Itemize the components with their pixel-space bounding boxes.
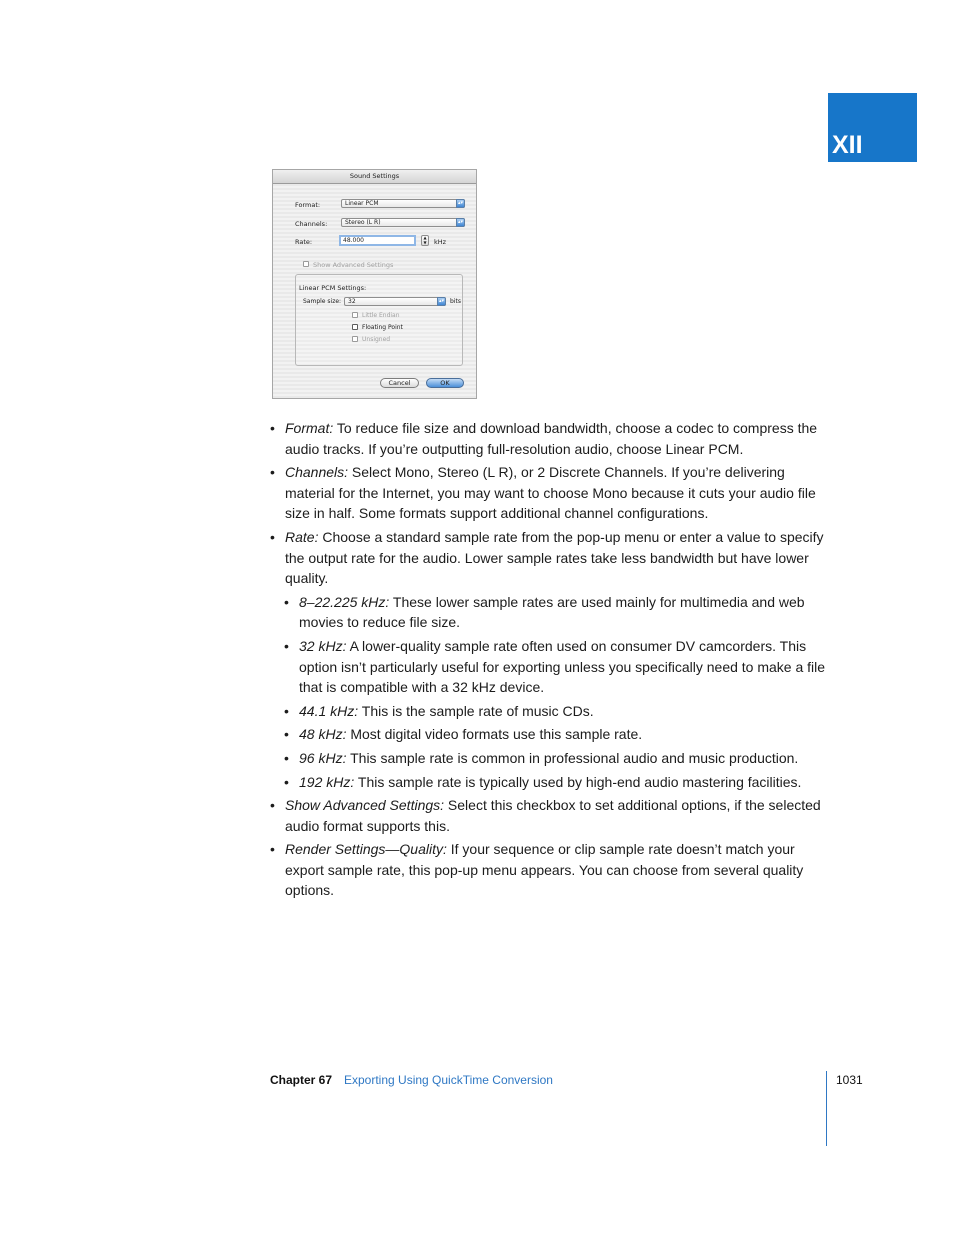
bullet-term: Channels: xyxy=(285,464,349,481)
channels-popup[interactable] xyxy=(341,218,465,227)
bullet-dot: • xyxy=(270,420,275,436)
floating-point-checkbox[interactable] xyxy=(352,324,358,330)
footer-divider xyxy=(826,1071,827,1146)
little-endian-checkbox[interactable] xyxy=(352,312,358,318)
footer-chapter-title-link[interactable]: Exporting Using QuickTime Conversion xyxy=(344,1073,553,1087)
bullet-term: 96 kHz: xyxy=(299,749,347,766)
sound-settings-dialog xyxy=(272,169,477,399)
group-title: Linear PCM Settings: xyxy=(299,284,367,292)
bullet-dot: • xyxy=(270,464,275,481)
popup-arrows-icon: ▴▾ xyxy=(438,298,445,304)
sub-bullet-44khz xyxy=(284,701,830,722)
sub-bullet-32khz xyxy=(284,636,830,698)
sub-bullet-96khz xyxy=(284,748,830,769)
bullet-text: A lower-quality sample rate often used on consumer DV camcorders. This option isn’t particularly useful for exporting unless you specifically need to make a file that is compatible with a 32 kHz device. xyxy=(299,637,826,696)
bullet-dot: • xyxy=(284,726,289,743)
bullet-rate xyxy=(270,527,830,589)
bullet-dot: • xyxy=(270,528,275,545)
format-popup[interactable] xyxy=(341,199,465,208)
bullet-show-advanced xyxy=(270,795,830,836)
popup-arrows-icon: ▴▾ xyxy=(457,219,464,225)
bullet-term: 192 kHz: xyxy=(299,773,355,790)
rate-label: Rate: xyxy=(295,238,313,246)
body-text xyxy=(270,418,830,904)
sample-size-value: 32 xyxy=(348,298,356,305)
bullet-term: Show Advanced Settings: xyxy=(285,797,445,814)
footer-chapter: Chapter 67 xyxy=(270,1073,333,1087)
bullet-dot: • xyxy=(284,593,289,610)
bullet-dot: • xyxy=(270,797,275,814)
bullet-dot: • xyxy=(270,841,275,858)
bullet-text: This is the sample rate of music CDs. xyxy=(358,702,594,719)
bullet-term: Format: xyxy=(285,420,334,436)
bullet-text: Select Mono, Stereo (L R), or 2 Discrete Channels. If you’re delivering material for the Internet, you may want to choose Mono because it cuts your audio file size in half. Some formats support additional channel configurations. xyxy=(285,464,816,522)
channels-value: Stereo (L R) xyxy=(345,219,381,226)
bullet-dot: • xyxy=(284,637,289,654)
bullet-term: Render Settings—Quality: xyxy=(285,841,447,858)
dialog-title: Sound Settings xyxy=(273,170,476,184)
show-advanced-checkbox[interactable] xyxy=(303,261,309,267)
unsigned-label: Unsigned xyxy=(362,336,391,343)
bullet-text: These lower sample rates are used mainly for multimedia and web movies to reduce file size. xyxy=(299,593,805,631)
sub-bullet-48khz xyxy=(284,724,830,745)
sub-bullet-192khz xyxy=(284,772,830,793)
sub-bullet-8-22khz xyxy=(284,592,830,633)
page-number: 1031 xyxy=(836,1073,863,1087)
chapter-tab xyxy=(828,93,917,162)
sample-size-label: Sample size: xyxy=(303,298,342,305)
popup-arrows-icon: ▴▾ xyxy=(457,200,464,206)
bullet-term: 48 kHz: xyxy=(299,726,347,743)
bullet-channels xyxy=(270,462,830,524)
floating-point-label: Floating Point xyxy=(362,324,403,331)
rate-stepper[interactable]: ▲ ▼ xyxy=(421,235,429,246)
sample-size-unit: bits xyxy=(450,298,461,305)
bullet-term: Rate: xyxy=(285,528,319,545)
linear-pcm-settings-group xyxy=(295,274,463,366)
sample-size-popup[interactable] xyxy=(344,297,446,306)
bullet-text: This sample rate is common in professional audio and music production. xyxy=(346,749,799,766)
bullet-term: 32 kHz: xyxy=(299,637,347,654)
ok-button[interactable]: OK xyxy=(426,378,464,388)
little-endian-label: Little Endian xyxy=(362,312,400,319)
bullet-term: 8–22.225 kHz: xyxy=(299,593,390,610)
bullet-term: 44.1 kHz: xyxy=(299,702,359,719)
bullet-text: Choose a standard sample rate from the pop-up menu or enter a value to specify the output rate for the audio. Lower sample rates take less bandwidth but have lower quality. xyxy=(285,528,824,587)
bullet-dot: • xyxy=(284,749,289,766)
format-value: Linear PCM xyxy=(345,200,379,207)
format-label: Format: xyxy=(295,201,321,209)
channels-label: Channels: xyxy=(295,220,328,228)
bullet-render-settings xyxy=(270,839,830,901)
bullet-text: Most digital video formats use this sample rate. xyxy=(346,726,643,743)
cancel-button[interactable]: Cancel xyxy=(380,378,419,388)
bullet-text: To reduce file size and download bandwidth, choose a codec to compress the audio tracks. If you’re outputting full-resolution audio, choose Linear PCM. xyxy=(285,420,818,457)
rate-unit: kHz xyxy=(434,238,447,246)
bullet-format xyxy=(270,418,830,459)
bullet-text: If your sequence or clip sample rate doesn’t match your export sample rate, this pop-up menu appears. You can choose from several quality options. xyxy=(285,841,804,899)
bullet-text: This sample rate is typically used by high-end audio mastering facilities. xyxy=(354,773,802,790)
rate-input[interactable]: 48.000 xyxy=(339,235,416,246)
bullet-dot: • xyxy=(284,702,289,719)
bullet-dot: • xyxy=(284,773,289,790)
chapter-tab-label: XII xyxy=(832,131,863,159)
unsigned-checkbox[interactable] xyxy=(352,336,358,342)
show-advanced-label: Show Advanced Settings xyxy=(313,261,394,269)
bullet-text: Select this checkbox to set additional options, if the selected audio format supports this. xyxy=(285,797,821,834)
